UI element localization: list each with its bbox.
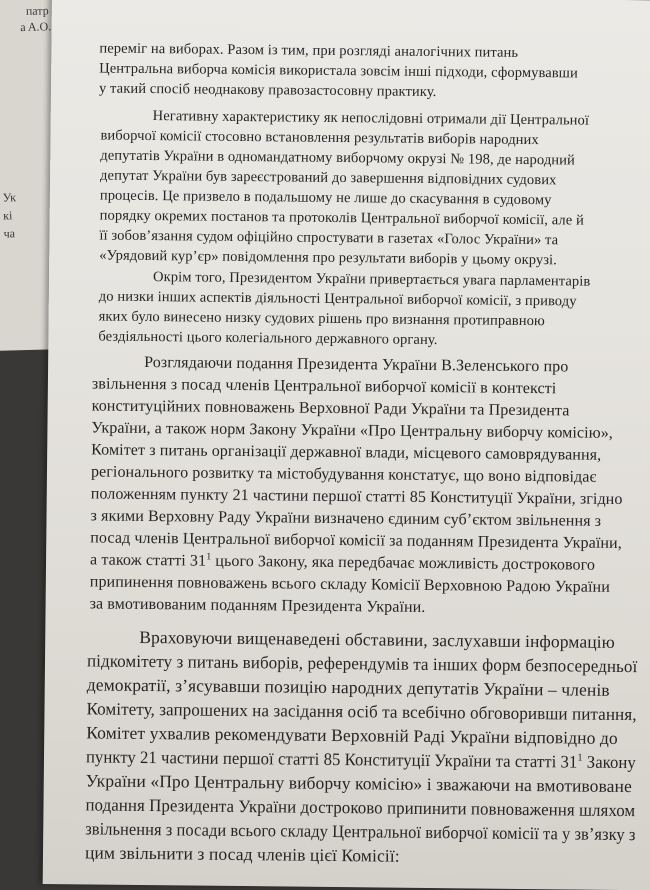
text-line: Комітету, запрошених на засідання осіб та всебічно обговоривши питання, <box>86 698 636 725</box>
text-line: України «Про Центральну виборчу комісію» і зважаючи на вмотивоване <box>86 770 632 797</box>
text-line: України, а також норм Закону України «Про Центральну виборчу комісію», <box>91 419 613 442</box>
text-line: яких було винесено низку судових рішень про визнання протиправною <box>99 309 545 331</box>
document-page <box>43 0 650 890</box>
text-line: припинення повноважень всього складу Комісії Верховною Радою України <box>90 573 610 596</box>
text-line: Комітет з питань організації державної влади, місцевого самоврядування, <box>91 441 601 464</box>
text-line: конституційних повноважень Верховної Ради України та Президента <box>92 397 570 420</box>
text-line: Комітет ухвалив рекомендувати Верховній Раді України відповідно до <box>86 722 618 749</box>
superscript-mark: 1 <box>577 752 582 764</box>
text-line: Центральна виборча комісія використала зовсім інші підходи, сформувавши <box>99 60 578 82</box>
text-line: за вмотивованим поданням Президента України. <box>90 595 426 617</box>
text-line: звільнення з посад членів Центральної виборчої комісії в контексті <box>92 375 557 398</box>
side-fragment: патр <box>26 3 49 19</box>
side-fragment: ча <box>3 226 15 241</box>
text-line: Негативну характеристику як непослідовні отримали дії Центральної <box>153 108 589 130</box>
text-fragment: а також статті 31 <box>90 551 206 569</box>
text-line: Розглядаючи подання Президента України В.Зеленського про <box>144 354 568 376</box>
text-line: з якими Верховну Раду України визначено єдиним суб’єктом звільнення з <box>90 507 601 530</box>
text-line: до низки інших аспектів діяльності Центральної виборчої комісії, з приводу <box>99 289 577 311</box>
text-line: Враховуючи вищенаведені обставини, заслухавши інформацію <box>139 627 615 653</box>
side-fragment: a A.O. <box>20 19 51 35</box>
text-fragment: Закону <box>583 752 636 773</box>
text-line: «Урядовий кур’єр» повідомлення про результати виборів у цьому окрузі. <box>99 248 557 270</box>
text-line: положенням пункту 21 частини першої статті 85 Конституції України, згідно <box>91 485 623 509</box>
document-text <box>43 0 650 890</box>
text-line: бездіяльності цього колегіального державного органу. <box>98 329 437 350</box>
superscript-mark: 1 <box>206 551 211 562</box>
text-line <box>90 551 595 574</box>
text-line: її зобов’язання судом офіційно спростувати в газетах «Голос України» та <box>99 228 558 250</box>
text-line: порядку окремих постанов та протоколів Центральної виборчої комісії, але й <box>100 208 584 230</box>
text-line: у такий спосіб неоднакову правозастосовну практику. <box>99 80 437 101</box>
side-fragment: кі <box>3 208 13 223</box>
text-fragment: пункту 21 частини першої статті 85 Конституції України та статті 31 <box>86 746 578 771</box>
text-line: посад членів Центральної виборчої комісії за поданням Президента України, <box>90 529 622 553</box>
text-line: переміг на виборах. Разом із тим, при розгляді аналогічних питань <box>99 41 518 62</box>
text-line: цим звільнити з посад членів цієї Комісії: <box>85 842 400 866</box>
text-line: демократії, з’ясувавши позицію народних депутатів України – членів <box>87 674 610 700</box>
text-line: процесів. Це призвело в подальшому не лише до скасування в судовому <box>100 188 552 210</box>
text-line: виборчої комісії стосовно встановлення результатів виборів народних <box>100 128 538 150</box>
text-line: депутатів України в одномандатному виборчому окрузі № 198, де народний <box>100 148 575 170</box>
text-line <box>86 746 636 773</box>
text-line: Окрім того, Президентом України привертається увага парламентарів <box>153 269 591 291</box>
text-line: депутат України був зареєстрований до завершення відповідних судових <box>100 168 557 190</box>
text-line: регіонального розвитку та містобудування констатує, що воно відповідає <box>91 463 597 486</box>
text-line: звільнення з посади всього складу Центральної виборчої комісії та у зв’язку з <box>85 818 635 845</box>
text-line: подання Президента України достроково припинити повноваження шляхом <box>85 794 635 821</box>
side-fragment: Ук <box>3 190 17 205</box>
text-line: підкомітету з питань виборів, референдумів та інших форм безпосередньої <box>87 650 638 677</box>
text-fragment: цього Закону, яка передбачає можливість дострокового <box>211 553 595 574</box>
